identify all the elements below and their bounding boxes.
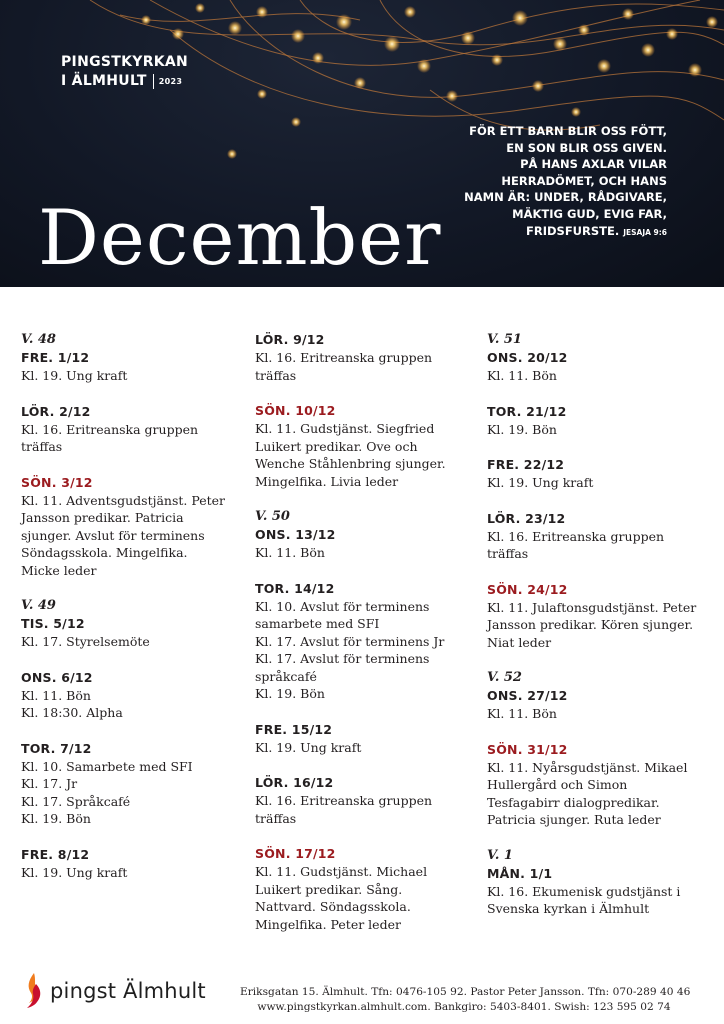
schedule-day-block — [255, 402, 477, 490]
sunday-heading: SÖN. 31/12 — [487, 741, 568, 757]
header-banner — [0, 0, 724, 287]
schedule-day-block — [21, 669, 243, 722]
brand-name-line2-row — [61, 72, 188, 91]
event-line: Jansson predikar. Kören sjunger. — [487, 617, 694, 632]
event-line: Kl. 17. Jr — [21, 776, 78, 791]
schedule-day-block — [21, 474, 243, 580]
schedule-day-block — [255, 774, 477, 827]
event-line: Kl. 19. Ung kraft — [21, 864, 128, 880]
contact-line-2: www.pingstkyrkan.almhult.com. Bankgiro: 5403-8401. Swish: 123 595 02 74 — [257, 1000, 671, 1013]
brand-year: 2023 — [158, 77, 183, 86]
event-line: Kl. 17. Avslut för terminens Jr — [255, 633, 445, 649]
day-heading: FRE. 22/12 — [487, 457, 565, 472]
schedule-column-2 — [255, 331, 477, 951]
verse-line: EN SON BLIR OSS GIVEN. — [506, 140, 667, 155]
event-line: Luikert predikar. Ove och — [255, 438, 418, 454]
event-line: Kl. 19. Bön — [487, 421, 557, 437]
day-heading: LÖR. 16/12 — [255, 775, 334, 790]
event-line: Kl. 16. Eritreanska gruppen — [255, 793, 433, 808]
schedule-day-block — [255, 845, 477, 933]
day-heading: ONS. 6/12 — [21, 669, 93, 685]
day-heading: LÖR. 23/12 — [487, 510, 566, 526]
event-line: träffas — [255, 810, 297, 826]
sunday-heading: SÖN. 10/12 — [255, 403, 336, 418]
sunday-heading: SÖN. 17/12 — [255, 846, 336, 861]
event-line: Kl. 19. Ung kraft — [487, 475, 594, 490]
schedule-day-block — [21, 403, 243, 456]
event-line: Kl. 17. Språkcafé — [21, 793, 131, 809]
week-number: V. 51 — [487, 332, 522, 347]
schedule-day-block — [21, 331, 243, 385]
week-number: V. 49 — [21, 598, 56, 613]
schedule-day-block — [487, 581, 709, 652]
day-heading: TOR. 14/12 — [255, 580, 335, 596]
contact-info — [240, 985, 691, 1014]
event-line: Patricia sjunger. Ruta leder — [487, 812, 661, 827]
schedule-day-block — [487, 847, 709, 918]
verse-line: MÄKTIG GUD, EVIG FAR, — [512, 206, 667, 221]
logo-text: pingst Älmhult — [50, 979, 206, 1003]
event-line: språkcafé — [255, 668, 317, 684]
event-line: träffas — [21, 439, 63, 454]
event-line: Kl. 19. Bön — [21, 811, 91, 826]
day-heading: TOR. 21/12 — [487, 403, 567, 419]
event-line: Kl. 16. Ekumenisk gudstjänst i — [487, 883, 681, 899]
schedule-day-block — [255, 508, 477, 562]
event-line: Kl. 11. Nyårsgudstjänst. Mikael — [487, 759, 688, 775]
day-heading: FRE. 8/12 — [21, 846, 90, 862]
sunday-heading: SÖN. 3/12 — [21, 474, 93, 490]
verse-line: HERRADÖMET, OCH HANS — [501, 173, 667, 188]
event-line: Kl. 11. Bön — [487, 368, 557, 383]
week-number: V. 50 — [255, 509, 290, 524]
event-line: Hullergård och Simon — [487, 777, 628, 792]
brand-divider — [153, 74, 154, 89]
day-heading: FRE. 1/12 — [21, 350, 90, 365]
event-line: Kl. 18:30. Alpha — [21, 705, 123, 720]
schedule-day-block — [21, 597, 243, 651]
event-line: Kl. 11. Julaftonsgudstjänst. Peter — [487, 599, 697, 615]
event-line: Kl. 16. Eritreanska gruppen — [487, 528, 665, 544]
schedule-day-block — [487, 331, 709, 385]
schedule-day-block — [21, 740, 243, 828]
event-line: Kl. 19. Ung kraft — [255, 739, 362, 755]
day-heading: ONS. 20/12 — [487, 350, 568, 365]
schedule-day-block — [255, 721, 477, 757]
verse-line: FRIDSFURSTE. — [526, 223, 620, 238]
verse-reference: JESAJA 9:6 — [623, 227, 667, 237]
event-line: Kl. 11. Adventsgudstjänst. Peter — [21, 492, 226, 508]
event-line: Luikert predikar. Sång. — [255, 881, 403, 897]
day-heading: LÖR. 9/12 — [255, 332, 325, 347]
event-line: Kl. 16. Eritreanska gruppen — [255, 350, 433, 365]
verse-line: NAMN ÄR: UNDER, RÅDGIVARE, — [464, 190, 667, 205]
day-heading: ONS. 27/12 — [487, 688, 568, 703]
schedule-day-block — [487, 510, 709, 563]
schedule-day-block — [487, 741, 709, 829]
event-line: Svenska kyrkan i Älmhult — [487, 901, 650, 916]
schedule-column-3 — [487, 331, 709, 936]
event-line: Kl. 11. Gudstjänst. Siegfried — [255, 421, 435, 436]
week-number: V. 1 — [487, 847, 513, 863]
event-line: Kl. 11. Bön — [487, 706, 557, 721]
schedule-day-block — [487, 456, 709, 492]
church-brand — [61, 53, 188, 91]
verse-line: FÖR ETT BARN BLIR OSS FÖTT, — [469, 124, 667, 138]
event-line: Kl. 10. Avslut för terminens — [255, 598, 430, 614]
event-line: Kl. 11. Bön — [255, 545, 325, 560]
schedule-day-block — [255, 331, 477, 384]
event-line: Kl. 16. Eritreanska gruppen — [21, 421, 199, 437]
event-line: Kl. 17. Avslut för terminens — [255, 651, 430, 666]
event-line: Jansson predikar. Patricia — [21, 510, 184, 525]
event-line: Mingelfika. Livia leder — [255, 473, 399, 489]
schedule-day-block — [487, 403, 709, 439]
event-line: Tesfagabirr dialogpredikar. — [487, 794, 660, 810]
day-heading: MÅN. 1/1 — [487, 865, 553, 881]
event-line: träffas — [487, 546, 529, 561]
week-number: V. 48 — [21, 332, 56, 347]
event-line: sjunger. Avslut för terminens — [21, 527, 205, 543]
event-line: Niat leder — [487, 634, 552, 650]
day-heading: LÖR. 2/12 — [21, 403, 91, 419]
event-line: Micke leder — [21, 562, 97, 578]
event-line: Söndagsskola. Mingelfika. — [21, 545, 188, 560]
week-number: V. 52 — [487, 670, 522, 685]
day-heading: FRE. 15/12 — [255, 721, 333, 737]
event-line: samarbete med SFI — [255, 616, 380, 631]
event-line: Kl. 19. Bön — [255, 686, 325, 701]
event-line: Mingelfika. Peter leder — [255, 916, 401, 932]
day-heading: TIS. 5/12 — [21, 616, 85, 631]
footer-logo — [24, 972, 206, 1010]
event-line: Kl. 17. Styrelsemöte — [21, 634, 150, 649]
sunday-heading: SÖN. 24/12 — [487, 581, 568, 597]
verse-line: PÅ HANS AXLAR VILAR — [520, 157, 667, 172]
event-line: träffas — [255, 367, 297, 383]
contact-line-1: Eriksgatan 15. Älmhult. Tfn: 0476-105 92. Pastor Peter Jansson. Tfn: 070-289 40 46 — [240, 986, 691, 998]
event-line: Kl. 10. Samarbete med SFI — [21, 758, 193, 774]
flame-logo-icon — [24, 972, 44, 1010]
event-line: Wenche Ståhlenbring sjunger. — [255, 456, 446, 471]
brand-name-line2: I ÄLMHULT — [61, 73, 147, 89]
schedule-day-block — [255, 580, 477, 703]
event-line: Kl. 19. Ung kraft — [21, 368, 128, 383]
day-heading: ONS. 13/12 — [255, 527, 336, 542]
event-line: Nattvard. Söndagsskola. — [255, 899, 411, 914]
event-line: Kl. 11. Gudstjänst. Michael — [255, 864, 428, 879]
day-heading: TOR. 7/12 — [21, 740, 92, 756]
schedule-day-block — [487, 669, 709, 723]
brand-name-line1: PINGSTKYRKAN — [61, 54, 189, 70]
month-title: December — [38, 193, 442, 282]
schedule-day-block — [21, 846, 243, 882]
schedule-column-1 — [21, 331, 243, 899]
event-line: Kl. 11. Bön — [21, 687, 91, 703]
